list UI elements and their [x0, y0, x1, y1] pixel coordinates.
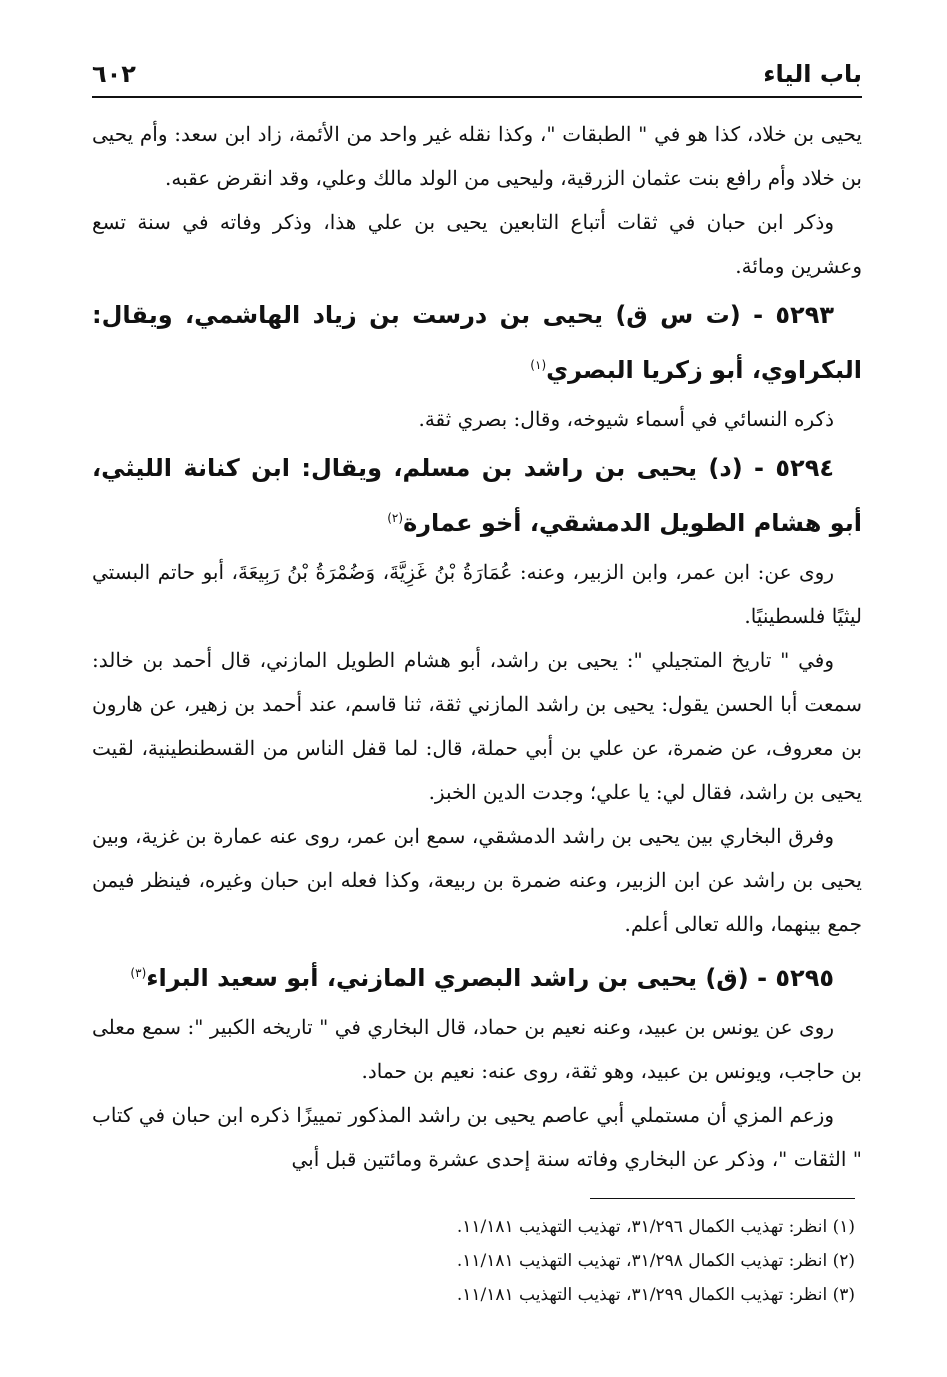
paragraph: روى عن يونس بن عبيد، وعنه نعيم بن حماد، قال البخاري في " تاريخه الكبير ": سمع معلى بن حاجب، ويونس بن عبيد، وهو ثقة، روى عنه: نعيم بن حماد. — [92, 1015, 862, 1083]
page-number: ٦٠٢ — [92, 60, 136, 88]
paragraph: وفي " تاريخ المتجيلي ": يحيى بن راشد، أبو هشام الطويل المازني، قال أحمد بن خالد: سمعت أبا الحسن يقول: يحيى بن راشد المازني ثقة، ثنا قاسم، عند أحمد بن زهير، عن هارون بن معروف، عن ضمرة، عن علي بن أبي حملة، قال: لما قفل الناس من القسطنطينية، لقيت يحيى بن راشد، فقال لي: يا علي؛ وجدت الدين الخبز. — [92, 648, 862, 804]
footnotes — [85, 1210, 855, 1312]
entry-heading-5293 — [92, 290, 862, 395]
footnote-separator — [590, 1198, 855, 1199]
paragraph: وفرق البخاري بين يحيى بن راشد الدمشقي، سمع ابن عمر، روى عنه عمارة بن غزية، وبين يحيى بن راشد عن ابن الزبير، وعنه ضمرة بن ربيعة، وكذا فعله ابن حبان وغيره، فينظر فيمن جمع بينهما، والله تعالى أعلم. — [92, 824, 862, 936]
footnote: (١) انظر: تهذيب الكمال ٣١/٢٩٦، تهذيب التهذيب ١١/١٨١. — [456, 1217, 855, 1237]
paragraph: وذكر ابن حبان في ثقات أتباع التابعين يحيى بن علي هذا، وذكر وفاته في سنة تسع وعشرين ومائة. — [92, 210, 862, 278]
page-header — [92, 56, 862, 98]
footnote-ref: (١) — [530, 358, 547, 372]
paragraph: وزعم المزي أن مستملي أبي عاصم يحيى بن راشد المذكور تمييزًا ذكره ابن حبان في كتاب " الثقات "، وذكر عن البخاري وفاته سنة إحدى عشرة ومائتين قبل أبي — [92, 1103, 862, 1171]
footnote: (٢) انظر: تهذيب الكمال ٣١/٢٩٨، تهذيب التهذيب ١١/١٨١. — [456, 1251, 855, 1271]
paragraph: روى عن: ابن عمر، وابن الزبير، وعنه: عُمَارَةُ بْنُ غَزِيَّةَ، وَضُمْرَةُ بْنُ رَبِيعَةَ، أبو حاتم البستي ليثيًا فلسطينيًا. — [92, 560, 862, 628]
entry-heading-text: ٥٢٩٥ - (ق) يحيى بن راشد البصري المازني، أبو سعيد البراء — [146, 964, 834, 992]
paragraph: ذكره النسائي في أسماء شيوخه، وقال: بصري ثقة. — [418, 407, 834, 431]
chapter-title: باب الياء — [763, 60, 862, 88]
footnote: (٣) انظر: تهذيب الكمال ٣١/٢٩٩، تهذيب التهذيب ١١/١٨١. — [456, 1285, 855, 1305]
page-body — [92, 112, 862, 1181]
entry-heading-text: ٥٢٩٤ - (د) يحيى بن راشد بن مسلم، ويقال: ابن كنانة الليثي، أبو هشام الطويل الدمشقي، أخو عمارة — [92, 454, 862, 537]
entry-heading-text: ٥٢٩٣ - (ت س ق) يحيى بن درست بن زياد الهاشمي، ويقال: البكراوي، أبو زكريا البصري — [92, 301, 862, 384]
paragraph: يحيى بن خلاد، كذا هو في " الطبقات "، وكذا نقله غير واحد من الأئمة، زاد ابن سعد: وأم يحيى بن خلاد وأم رافع بنت عثمان الزرقية، وليحيى من الولد مالك وعلي، وقد انقرض عقبه. — [92, 122, 862, 190]
entry-heading-5294 — [92, 443, 862, 548]
footnote-ref: (٢) — [387, 511, 404, 525]
entry-heading-5295 — [92, 948, 862, 1003]
footnote-ref: (٣) — [130, 966, 147, 980]
